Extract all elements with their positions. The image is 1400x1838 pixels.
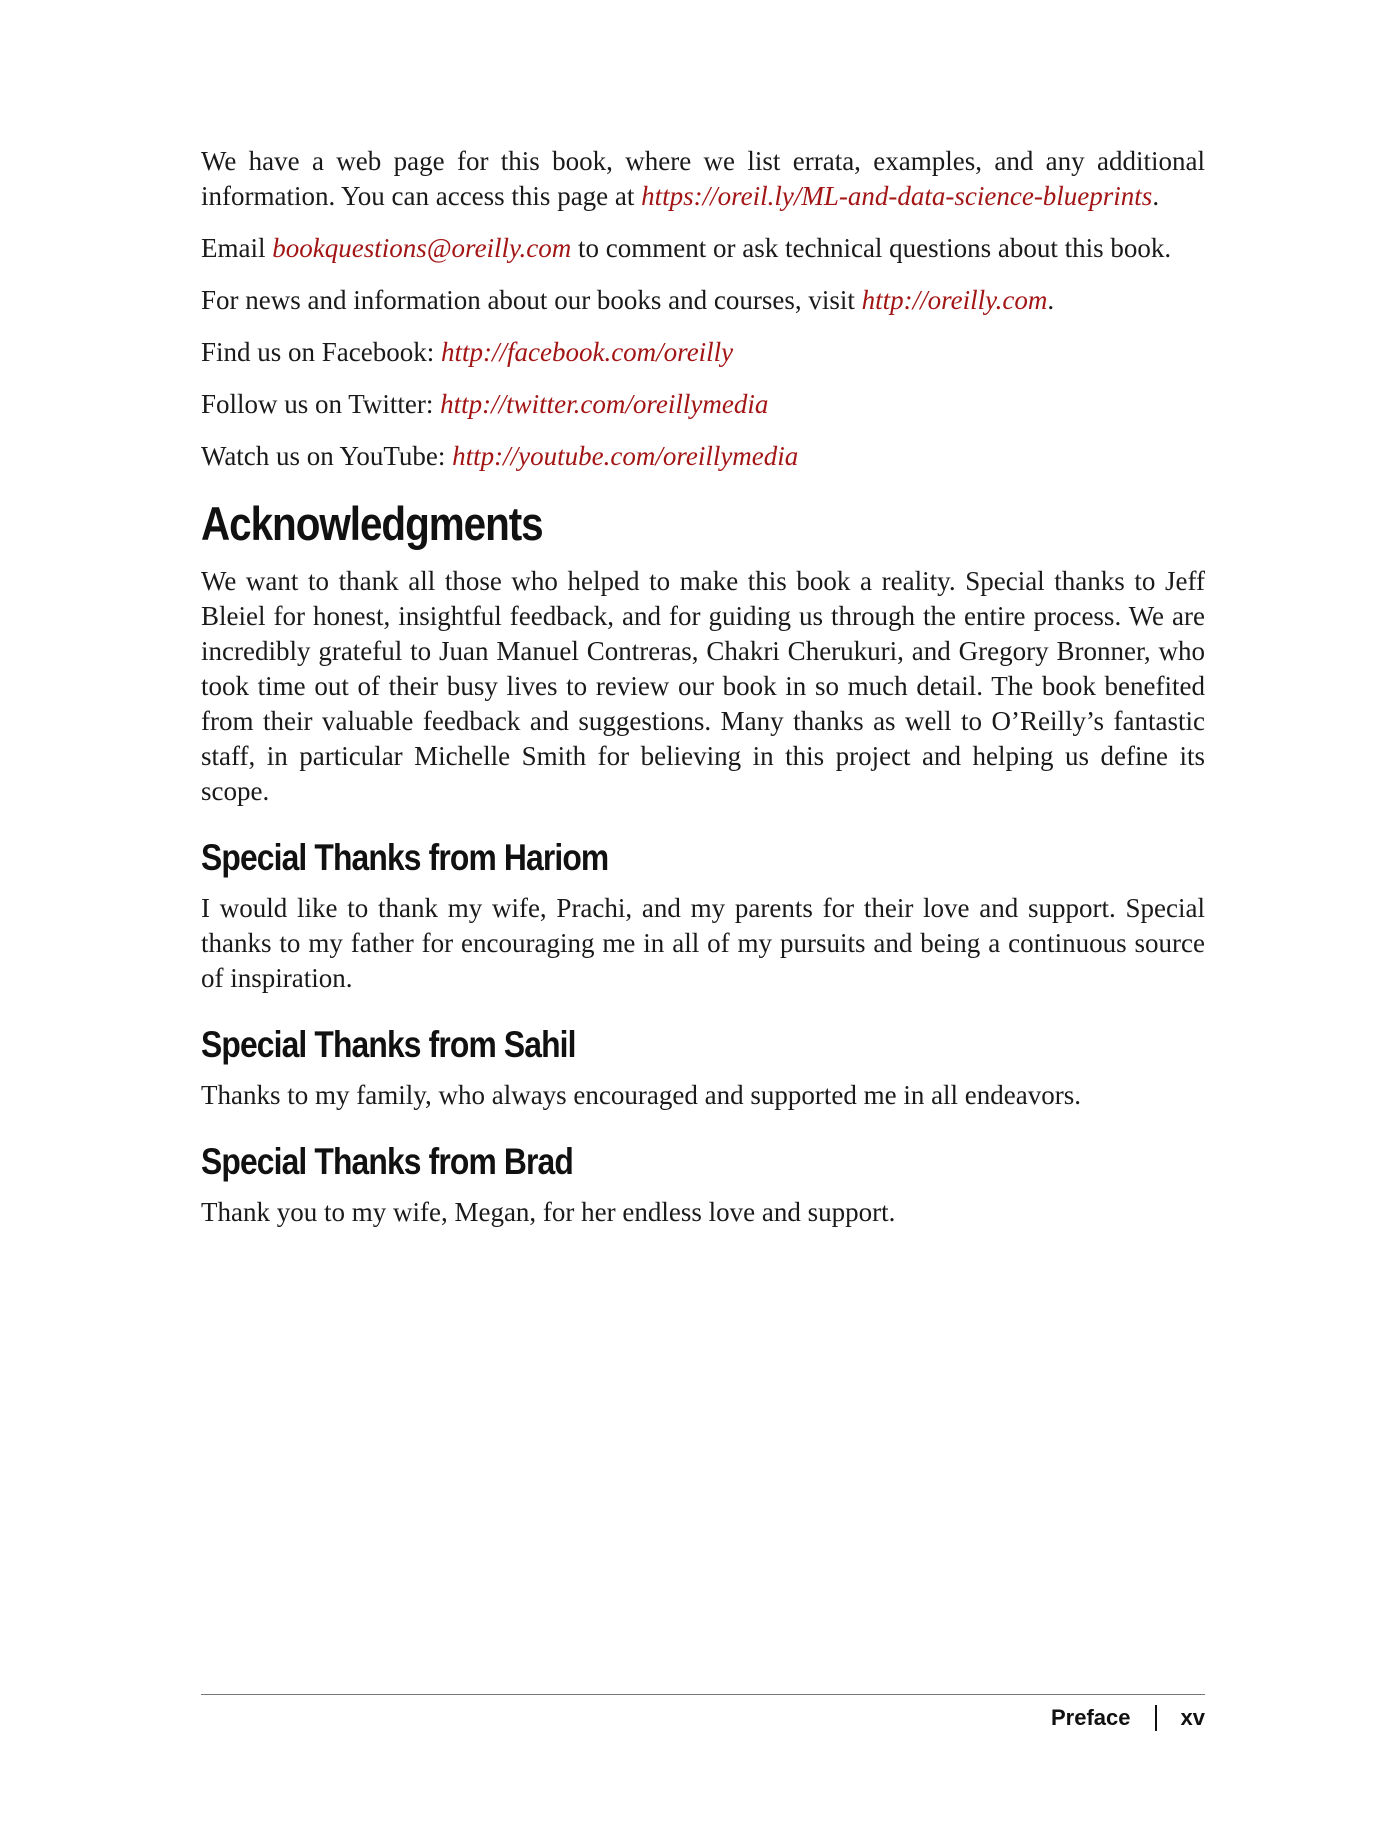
- acknowledgments-heading: Acknowledgments: [201, 497, 543, 550]
- hariom-text: I would like to thank my wife, Prachi, and my parents for their love and support. Special thanks to my father for encouraging me in all of my pursuits and being a continuous source of inspiration.: [201, 893, 1205, 993]
- page-number: xv: [1180, 1705, 1205, 1730]
- footer-separator: [1155, 1705, 1157, 1731]
- email-text: Email: [201, 233, 273, 263]
- news-paragraph: [201, 283, 1205, 318]
- brad-heading: Special Thanks from Brad: [201, 1141, 573, 1182]
- webpage-text-end: .: [1152, 181, 1160, 211]
- youtube-text: Watch us on YouTube:: [201, 441, 453, 471]
- facebook-text: Find us on Facebook:: [201, 337, 441, 367]
- email-link[interactable]: bookquestions@oreilly.com: [272, 233, 572, 263]
- hariom-heading: Special Thanks from Hariom: [201, 837, 609, 878]
- facebook-link[interactable]: http://facebook.com/oreilly: [441, 337, 734, 367]
- book-webpage-link[interactable]: https://oreil.ly/ML-and-data-science-blueprints: [641, 181, 1153, 211]
- webpage-text: We have a web page for this book, where we list errata, examples, and any additional information. You can access this page at: [201, 146, 1205, 211]
- news-text: For news and information about our books and courses, visit: [201, 285, 862, 315]
- email-text-end: to comment or ask technical questions about this book.: [571, 233, 1172, 263]
- sahil-heading: Special Thanks from Sahil: [201, 1024, 576, 1065]
- news-text-end: .: [1047, 285, 1055, 315]
- facebook-paragraph: [201, 335, 1205, 370]
- footer-divider: [201, 1694, 1205, 1695]
- page-footer: [1051, 1705, 1205, 1731]
- twitter-text: Follow us on Twitter:: [201, 389, 441, 419]
- page-content: [201, 144, 1205, 1247]
- acknowledgments-text: We want to thank all those who helped to make this book a reality. Special thanks to Jeff Bleiel for honest, insightful feedback, and for guiding us through the entire process. We are incredibly grateful to Juan Manuel Contreras, Chakri Cherukuri, and Gregory Bronner, who took time out of their busy lives to review our book in so much detail. The book benefited from their valuable feedback and suggestions. Many thanks as well to O’Reilly’s fantastic staff, in particular Michelle Smith for believing in this project and helping us define its scope.: [201, 566, 1205, 806]
- twitter-link[interactable]: http://twitter.com/oreillymedia: [440, 389, 769, 419]
- oreilly-link[interactable]: http://oreilly.com: [861, 285, 1048, 315]
- youtube-link[interactable]: http://youtube.com/oreillymedia: [452, 441, 799, 471]
- email-paragraph: [201, 231, 1205, 266]
- youtube-paragraph: [201, 439, 1205, 474]
- webpage-paragraph: [201, 144, 1205, 214]
- twitter-paragraph: [201, 387, 1205, 422]
- brad-text: Thank you to my wife, Megan, for her endless love and support.: [201, 1197, 896, 1227]
- sahil-text: Thanks to my family, who always encouraged and supported me in all endeavors.: [201, 1080, 1082, 1110]
- footer-section-label: Preface: [1051, 1705, 1131, 1730]
